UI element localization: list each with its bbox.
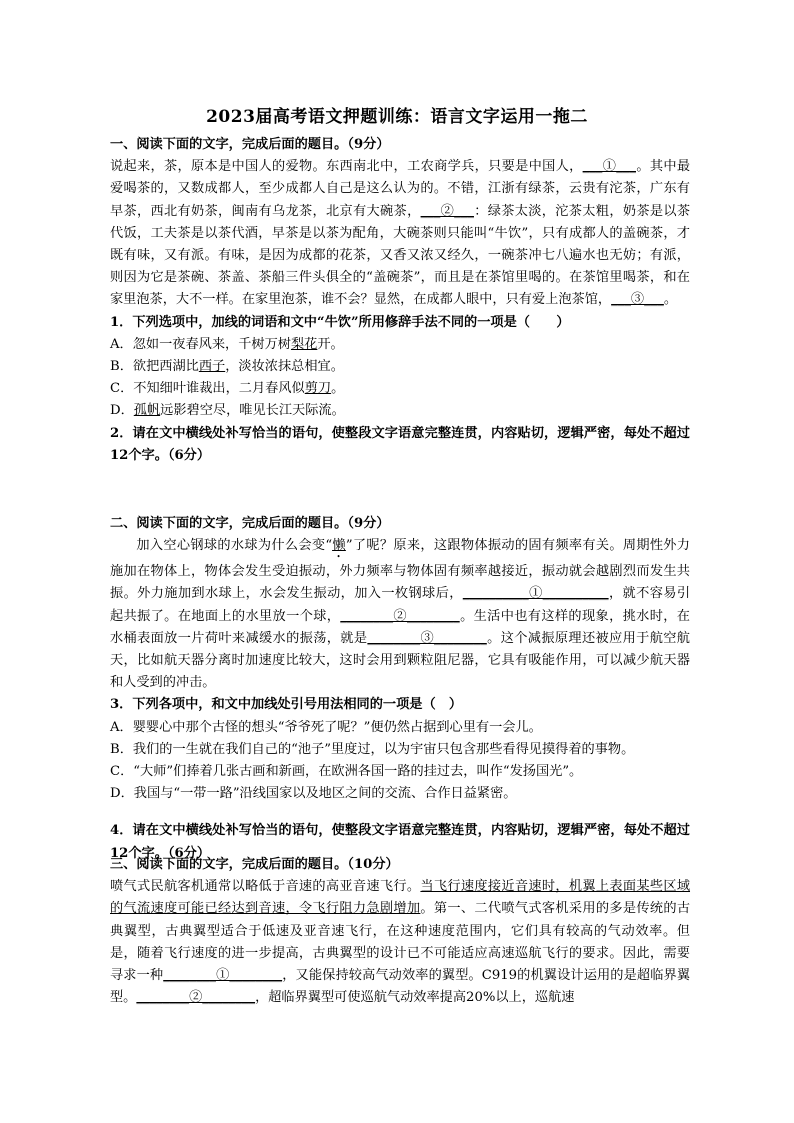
section-3-heading: 三、阅读下面的文字，完成后面的题目。（10分） (110, 857, 399, 872)
passage-text: ，超临界翼型可使巡航气动效率提高20%以上，巡航速 (255, 990, 575, 1006)
blank-3[interactable]: ________③________ (367, 630, 487, 646)
option-b[interactable] (110, 356, 690, 378)
section-2 (110, 513, 690, 865)
option-text: B．欲把西湖比 (110, 359, 199, 375)
option-c[interactable]: C．“大师”们捧着几张古画和新画，在欧洲各国一路的挂过去，叫作“发扬国光”。 (110, 764, 583, 780)
option-a[interactable]: A．婴婴心中那个古怪的想头“爷爷死了呢？”便仍然占据到心里有一会儿。 (110, 719, 542, 735)
passage-text: ，又能保持较高气动效率的翼型。C919的机翼设计运用的是超临界翼型。 (110, 968, 691, 1006)
passage-text: 喷气式民航客机通常以略低于音速的高亚音速飞行。 (110, 879, 421, 895)
option-text: 远影碧空尽，唯见长江天际流。 (160, 403, 345, 419)
passage-text: 。生活中也有这样的现象，挑水时，在水桶表面放一片荷叶来减缓水的振荡，就是 (110, 608, 690, 646)
passage-text: 加入空心钢球的水球为什么会变“ (136, 538, 333, 554)
option-c[interactable] (110, 378, 690, 400)
marked-word: 剪刀 (304, 381, 332, 397)
section-2-passage (110, 535, 690, 694)
passage-text: ”，只有成都人的盖碗茶，才既有味，又有派。有味，是因为成都的花茶，又香又浓又经久，一碗茶冲七八遍水也无妨；有派，则因为它是茶碗、茶盖、茶船三件头俱全的“盖碗茶”，而且是在茶馆里喝的。在茶馆里喝茶，和在家里泡茶，大不一样。在家里泡茶，谁不会？显然，在成都人眼中，只有爱上泡茶馆， (110, 225, 690, 308)
blank-3[interactable]: ___③___ (611, 292, 664, 308)
passage-text: 。 (663, 292, 678, 308)
spacer (110, 805, 690, 820)
option-d[interactable]: D．我国与“一带一路”沿线国家以及地区之间的交流、合作日益紧密。 (110, 786, 517, 802)
option-text: C．不知细叶谁裁出，二月春风似 (110, 381, 305, 397)
section-1 (110, 134, 690, 467)
keyword-lan: 懒 (332, 538, 346, 554)
blank-1[interactable]: ___①___ (582, 159, 636, 175)
section-2-heading: 二、阅读下面的文字，完成后面的题目。（9分） (110, 516, 390, 531)
question-1: 1．下列选项中，加线的词语和文中“牛饮”所用修辞手法不同的一项是（ ） (110, 314, 570, 330)
section-3-passage (110, 876, 690, 1009)
option-b[interactable]: B．我们的一生就在我们自己的“池子”里度过，以为宇宙只包含那些看得见摸得着的事物。 (110, 741, 635, 757)
passage-text: 。第一、二代喷气式客机采用的多是传统的古典翼型，古典翼型适合于低速及亚音速飞行，在这种速度范围内，它们具有较高的气动效率。但是，随着飞行速度的进一步提高，古典翼型的设计已不可能适应高速巡航飞行的要求。因此，需要寻求一种 (110, 901, 691, 984)
option-text: A．忽如一夜春风来，千树万树 (110, 336, 291, 352)
section-3 (110, 854, 690, 1009)
marked-word: 梨花 (290, 336, 318, 352)
option-text: 。 (331, 381, 345, 397)
question-4: 4．请在文中横线处补写恰当的语句，使整段文字语意完整连贯，内容贴切，逻辑严密，每处不超过12个字。（6分） (110, 823, 690, 861)
passage-text: ：绿茶太淡，沱茶太粗，奶茶是以茶代饭，工夫茶是以茶代酒，早茶是以茶为配角，大碗茶则只能叫“ (110, 203, 691, 241)
passage-text: ”了呢？原来，这跟物体振动的固有频率有关。周期性外力施加在物体上，物体会发生受迫振动，外力频率与物体固有频率越接近，振动就会越剧烈而发生共振。外力施加到水球上，水会发生振动，加入一枚钢球后， (110, 538, 690, 602)
passage-text: 。这个减振原理还被应用于航空航天，比如航天器分离时加速度比较大，这时会用到颗粒阻尼器，它具有吸能作用，可以减少航天器和人受到的冲击。 (110, 630, 690, 691)
blank-2[interactable]: ___②___ (420, 203, 474, 219)
marked-word: 西子 (198, 359, 226, 375)
section-1-heading: 一、阅读下面的文字，完成后面的题目。（9分） (110, 137, 390, 152)
passage-text: ，就不容易引起共振了。在地面上的水里放一个球， (110, 586, 691, 624)
passage-text: 说起来，茶，原本是中国人的爱物。东西南北中，工农商学兵，只要是中国人， (110, 159, 583, 175)
blank-2[interactable]: ________②________ (136, 990, 256, 1006)
option-text: ，淡妆浓抹总相宜。 (225, 359, 344, 375)
section-1-passage (110, 156, 690, 311)
option-text: 开。 (317, 336, 344, 352)
option-d[interactable] (110, 400, 690, 422)
passage-text: 。其中最爱喝茶的，又数成都人，至少成都人自己是这么认为的。不错，江浙有绿茶，云贵有沱茶，广东有早茶，西北有奶茶，闽南有乌龙茶，北京有大碗茶， (110, 159, 691, 219)
blank-2[interactable]: ________②________ (340, 608, 460, 624)
page-title: 2023届高考语文押题训练：语言文字运用一拖二 (206, 107, 588, 127)
option-a[interactable] (110, 334, 690, 356)
blank-1[interactable]: __________①__________ (462, 586, 609, 602)
marked-word: 孤帆 (133, 403, 161, 419)
question-2: 2．请在文中横线处补写恰当的语句，使整段文字语意完整连贯，内容贴切，逻辑严密，每处不超过12个字。（6分） (110, 425, 690, 463)
question-3: 3．下列各项中，和文中加线处引号用法相同的一项是（ ） (110, 697, 463, 713)
option-text: D． (110, 403, 134, 419)
keyword-niuyin: 牛饮 (494, 225, 522, 241)
underlined-sentence: 当飞行速度接近音速时，机翼上表面某些区域的气流速度可能已经达到音速，令飞行阻力急剧增加 (110, 879, 691, 917)
blank-1[interactable]: ________①________ (163, 968, 283, 984)
